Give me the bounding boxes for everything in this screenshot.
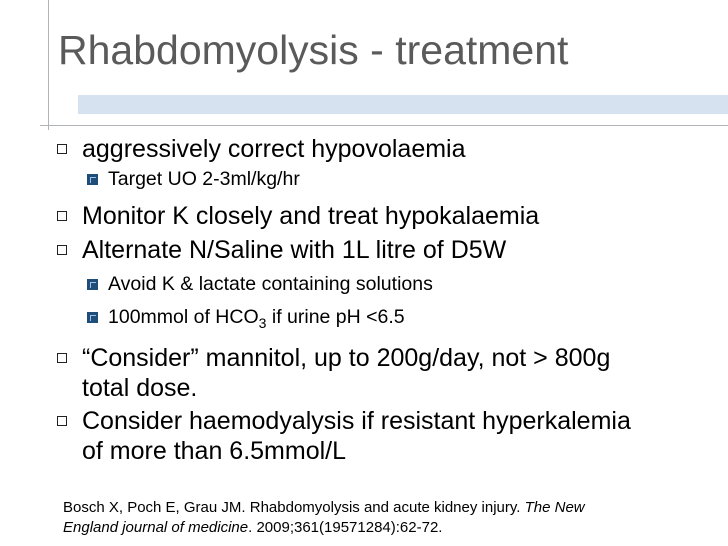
bullet-text-line2: of more than 6.5mmol/L [82, 437, 347, 465]
reference-journal-part2: England journal of medicine [63, 519, 249, 536]
sub-bullet-text-post: if urine pH <6.5 [266, 306, 405, 328]
sub-bullet-text-pre: 100mmol of HCO [108, 306, 259, 328]
bullet-hypovolaemia [82, 134, 466, 164]
bullet-text: Monitor K closely and treat hypokalaemia [82, 202, 540, 230]
box-bullet-icon [57, 211, 67, 221]
bullet-monitor-k [82, 201, 539, 231]
bullet-haemodialysis [82, 406, 631, 466]
bullet-alternate-saline [82, 235, 506, 265]
sub-bullet-text: Target UO 2-3ml/kg/hr [108, 168, 300, 190]
sub-bullet-avoid-k [108, 272, 433, 296]
box-bullet-icon [57, 144, 67, 154]
sub-bullet-target-uo [108, 167, 300, 191]
square-bullet-icon [87, 174, 98, 185]
square-bullet-icon [87, 312, 98, 323]
bullet-text-line2: total dose. [82, 374, 198, 402]
square-bullet-icon [87, 279, 98, 290]
bullet-text-line1: “Consider” mannitol, up to 200g/day, not > 800g [82, 344, 611, 372]
bullet-text: Alternate N/Saline with 1L litre of D5W [82, 236, 507, 264]
reference-details: . 2009;361(19571284):62-72. [248, 519, 443, 536]
sub-bullet-hco3 [108, 305, 405, 329]
bullet-text-line1: Consider haemodyalysis if resistant hyperkalemia [82, 407, 631, 435]
sub-bullet-text: Avoid K & lactate containing solutions [108, 273, 433, 295]
reference-citation [63, 498, 723, 538]
box-bullet-icon [57, 416, 67, 426]
slide-title: Rhabdomyolysis - treatment [58, 27, 569, 73]
subscript-3: 3 [258, 315, 267, 331]
reference-journal-part1: The New [524, 499, 585, 516]
bullet-text: aggressively correct hypovolaemia [82, 135, 466, 163]
bullet-mannitol [82, 343, 610, 403]
box-bullet-icon [57, 353, 67, 363]
reference-authors: Bosch X, Poch E, Grau JM. Rhabdomyolysis and acute kidney injury. [63, 499, 525, 516]
box-bullet-icon [57, 245, 67, 255]
